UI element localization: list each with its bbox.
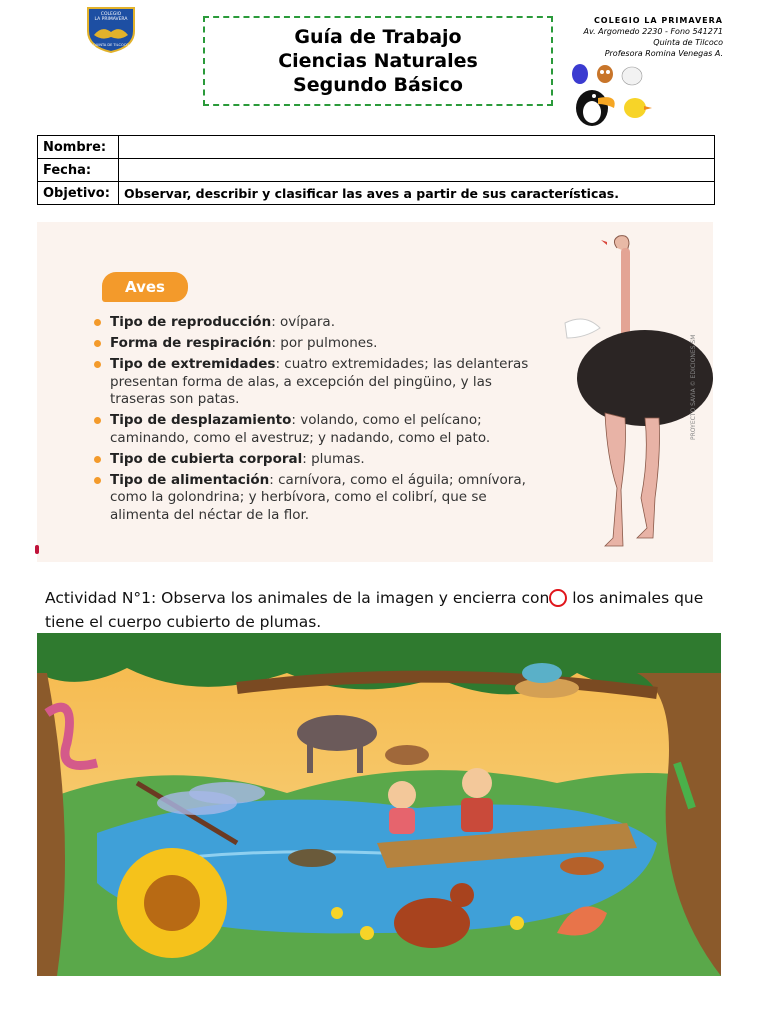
- logo-text-1: COLEGIO: [100, 12, 122, 17]
- table-row: [38, 182, 715, 205]
- date-label: Fecha:: [38, 159, 119, 182]
- item-text: : plumas.: [302, 450, 365, 467]
- item-key: Tipo de cubierta corporal: [110, 450, 303, 467]
- activity-text-after: los animales que tiene el cuerpo cubierto de plumas.: [45, 589, 704, 631]
- title-line-2: Ciencias Naturales: [278, 50, 478, 72]
- list-item: [92, 314, 542, 332]
- logo-text-3: QUINTA DE TILCOCO: [93, 43, 129, 47]
- item-key: Tipo de extremidades: [110, 356, 276, 372]
- item-text: : por pulmones.: [271, 335, 378, 351]
- school-teacher: Profesora Romina Venegas A.: [604, 49, 723, 58]
- item-text: : volando, como el pelícano; caminando, como el avestruz; y nadando, como el pato.: [110, 412, 491, 446]
- activity-text-before: Actividad N°1: Observa los animales de la imagen y encierra con: [45, 589, 550, 607]
- animals-scene-illustration: [37, 633, 721, 976]
- school-logo: [84, 5, 138, 53]
- student-info-table: [37, 135, 715, 205]
- red-circle-icon: [549, 589, 567, 607]
- list-item: [92, 451, 542, 469]
- list-item: [92, 472, 542, 525]
- aves-tab: Aves: [102, 272, 188, 302]
- image-credit: PROYECTO SAVIA © EDICIONES SM: [690, 334, 697, 440]
- title-line-1: Guía de Trabajo: [294, 26, 462, 48]
- list-item: [92, 412, 542, 447]
- item-text: : cuatro extremidades; las delanteras presentan forma de alas, a excepción del pingüino, y las traseras son patas.: [110, 356, 529, 407]
- objective-label: Objetivo:: [38, 182, 119, 205]
- item-key: Tipo de desplazamiento: [110, 412, 292, 428]
- list-item: [92, 356, 542, 409]
- item-key: Tipo de reproducción: [110, 314, 272, 330]
- table-row: [38, 159, 715, 182]
- school-city: Quinta de Tilcoco: [653, 38, 723, 47]
- list-item: [92, 335, 542, 353]
- activity-instructions: [45, 586, 705, 634]
- date-field[interactable]: [119, 159, 715, 182]
- table-row: [38, 136, 715, 159]
- school-address: Av. Argomedo 2230 - Fono 541271: [583, 27, 723, 36]
- school-name: COLEGIO LA PRIMAVERA: [593, 16, 723, 25]
- title-line-3: Segundo Básico: [293, 74, 463, 96]
- item-key: Tipo de alimentación: [110, 471, 270, 488]
- page-marker: [35, 545, 39, 554]
- item-key: Forma de respiración: [110, 335, 272, 351]
- item-text: : ovípara.: [271, 314, 335, 330]
- birds-illustration: [560, 58, 660, 130]
- objective-text: Observar, describir y clasificar las aves a partir de sus características.: [119, 182, 715, 205]
- item-text: : carnívora, como el águila; omnívora, como la golondrina; y herbívora, como el colibrí, que se alimenta del néctar de la flor.: [110, 471, 526, 523]
- aves-characteristics-list: [92, 314, 542, 528]
- school-info: [533, 15, 723, 59]
- logo-text-2: LA PRIMAVERA: [94, 17, 128, 22]
- title-box: [203, 16, 553, 106]
- name-field[interactable]: [119, 136, 715, 159]
- name-label: Nombre:: [38, 136, 119, 159]
